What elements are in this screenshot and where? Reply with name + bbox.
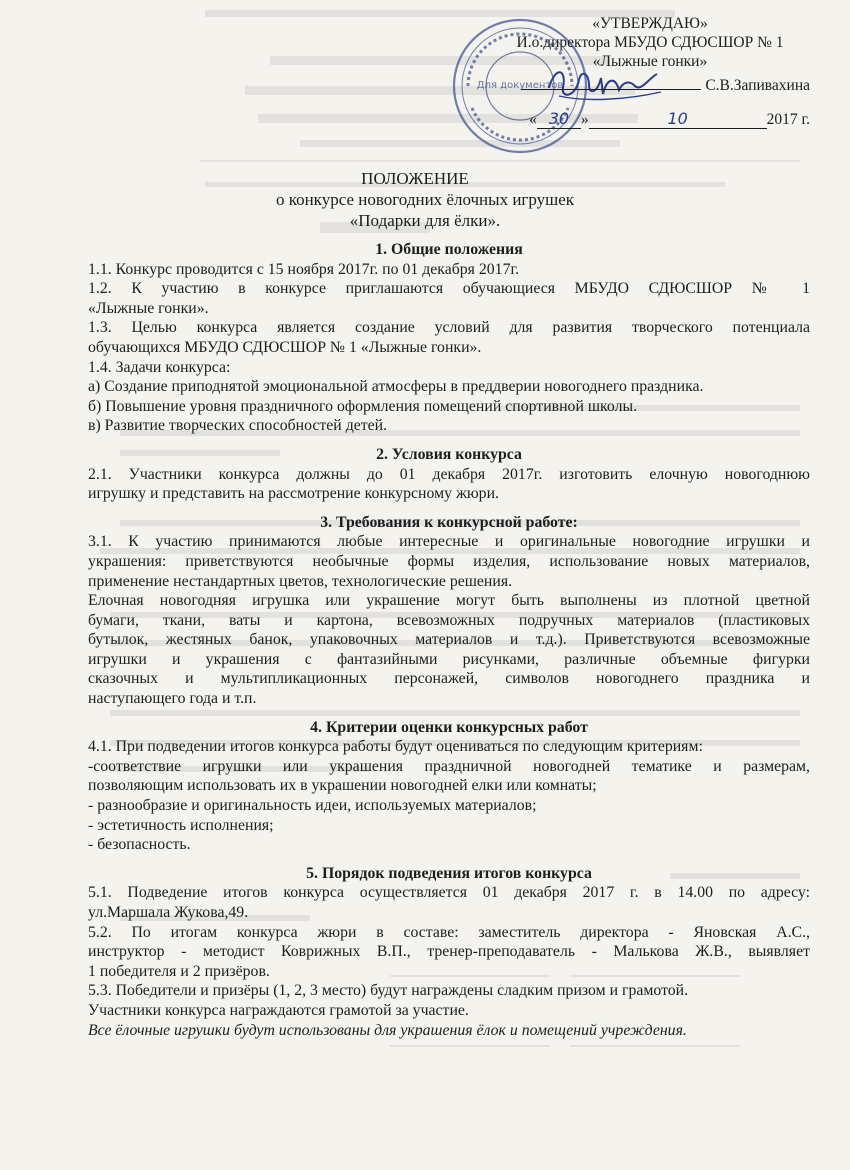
date-year: 2017 г.: [766, 111, 810, 128]
paragraph-2-1-line-2: игрушку и представить на рассмотрение конкурсному жюри.: [88, 485, 499, 503]
section-3-heading: 3. Требования к конкурсной работе:: [320, 513, 578, 531]
document-body: [88, 240, 810, 1040]
paragraph-5-2-line-1: 5.2. По итогам конкурса жюри в составе: заместитель директора - Яновская А.С.,: [88, 923, 810, 941]
signature-blank: [521, 75, 701, 90]
paragraph-5-1-line-2: ул.Маршала Жукова,49.: [88, 904, 249, 921]
paragraph-5-3-line-1: 5.3. Победители и призёры (1, 2, 3 место) будут награждены сладким призом и грамотой.: [88, 982, 689, 1000]
approval-heading: «УТВЕРЖДАЮ»: [592, 15, 708, 32]
section-2-heading: 2. Условия конкурса: [376, 445, 522, 463]
section-4-heading: 4. Критерии оценки конкурсных работ: [310, 718, 588, 736]
paragraph-3-line-9: наступающего года и т.п.: [88, 690, 257, 708]
paragraph-1-3-line-1: 1.3. Целью конкурса является создание условий для развития творческого потенциала: [88, 319, 810, 337]
signer-name: С.В.Запивахина: [705, 77, 810, 94]
paragraph-1-2-line-2: «Лыжные гонки».: [88, 299, 209, 317]
paragraph-1-4: 1.4. Задачи конкурса:: [88, 358, 231, 376]
criterion-1-line-1: -соответствие игрушки или украшения праздничной новогодней тематике и размерам,: [88, 757, 810, 775]
date-open-quote: «: [529, 111, 537, 128]
criterion-3: - эстетичность исполнения;: [88, 816, 274, 834]
paragraph-2-1-line-1: 2.1. Участники конкурса должны до 01 декабря 2017г. изготовить елочную новогоднюю: [88, 465, 810, 483]
task-c: в) Развитие творческих способностей детей.: [88, 417, 388, 435]
criterion-2: - разнообразие и оригинальность идеи, используемых материалов;: [88, 797, 537, 815]
paragraph-1-3-line-2: обучающихся МБУДО СДЮСШОР № 1 «Лыжные гонки».: [88, 338, 482, 356]
document-title: [0, 168, 850, 231]
criterion-4: - безопасность.: [88, 836, 191, 854]
signature-line: [490, 75, 810, 95]
paragraph-3-line-8: сказочных и мультипликационных персонажей, символов новогоднего праздника и: [88, 670, 810, 688]
paragraph-1-1: 1.1. Конкурс проводится с 15 ноября 2017г. по 01 декабря 2017г.: [88, 260, 520, 278]
date-close-quote: »: [580, 111, 589, 128]
approval-position: И.о.директора МБУДО СДЮСШОР № 1: [516, 34, 784, 51]
criterion-1-line-2: позволяющим использовать их в украшении новогодней елки или комнаты;: [88, 777, 597, 795]
date-day: 30: [537, 109, 581, 129]
paragraph-5-2-line-3: 1 победителя и 2 призёров.: [88, 962, 270, 980]
paragraph-4-line-1: 4.1. При подведении итогов конкурса работы будут оцениваться по следующим критериям:: [88, 738, 703, 756]
title-contest-name: «Подарки для ёлки».: [349, 211, 501, 230]
date-month: 10: [589, 109, 767, 129]
closing-note: Все ёлочные игрушки будут использованы для украшения ёлок и помещений учреждения.: [88, 1021, 687, 1039]
paragraph-3-line-7: игрушки и украшения с фантазийными рисунками, различные объемные фигурки: [88, 650, 810, 668]
task-a: а) Создание приподнятой эмоциональной атмосферы в преддверии новогоднего праздника.: [88, 378, 704, 396]
paragraph-1-2-line-1: 1.2. К участию в конкурсе приглашаются обучающиеся МБУДО СДЮСШОР № 1: [88, 280, 810, 298]
approval-block: [490, 14, 810, 129]
paragraph-5-1-line-1: 5.1. Подведение итогов конкурса осуществляется 01 декабря 2017 г. в 14.00 по адресу:: [88, 884, 810, 902]
paragraph-5-2-line-2: инструктор - методист Коврижных В.П., тренер-преподаватель - Малькова Ж.В., выявляет: [88, 943, 810, 961]
paragraph-3-line-1: 3.1. К участию принимаются любые интересные и оригинальные новогодние игрушки и: [88, 533, 810, 551]
paragraph-3-line-6: бутылок, жестяных банок, упаковочных материалов и т.д.). Приветствуются всевозможные: [88, 631, 810, 649]
paragraph-3-line-5: бумаги, ткани, ваты и картона, всевозможных подручных материалов (пластиковых: [88, 611, 810, 629]
paragraph-3-line-4: Елочная новогодняя игрушка или украшение могут быть выполнены из плотной цветной: [88, 592, 810, 610]
paragraph-5-3-line-2: Участники конкурса награждаются грамотой за участие.: [88, 1001, 469, 1019]
paragraph-3-line-3: применение нестандартных цветов, технологические решения.: [88, 572, 513, 590]
stamp-text: Для документов: [476, 80, 564, 91]
approval-date: [490, 109, 810, 129]
task-b: б) Повышение уровня праздничного оформления помещений спортивной школы.: [88, 397, 638, 415]
title-main: ПОЛОЖЕНИЕ: [361, 169, 469, 188]
approval-organization: «Лыжные гонки»: [592, 53, 708, 70]
section-1-heading: 1. Общие положения: [375, 241, 523, 258]
section-5-heading: 5. Порядок подведения итогов конкурса: [306, 864, 592, 882]
paragraph-3-line-2: украшения: приветствуются необычные формы изделия, использование новых материалов,: [88, 552, 810, 570]
title-subject: о конкурсе новогодних ёлочных игрушек: [275, 190, 575, 209]
